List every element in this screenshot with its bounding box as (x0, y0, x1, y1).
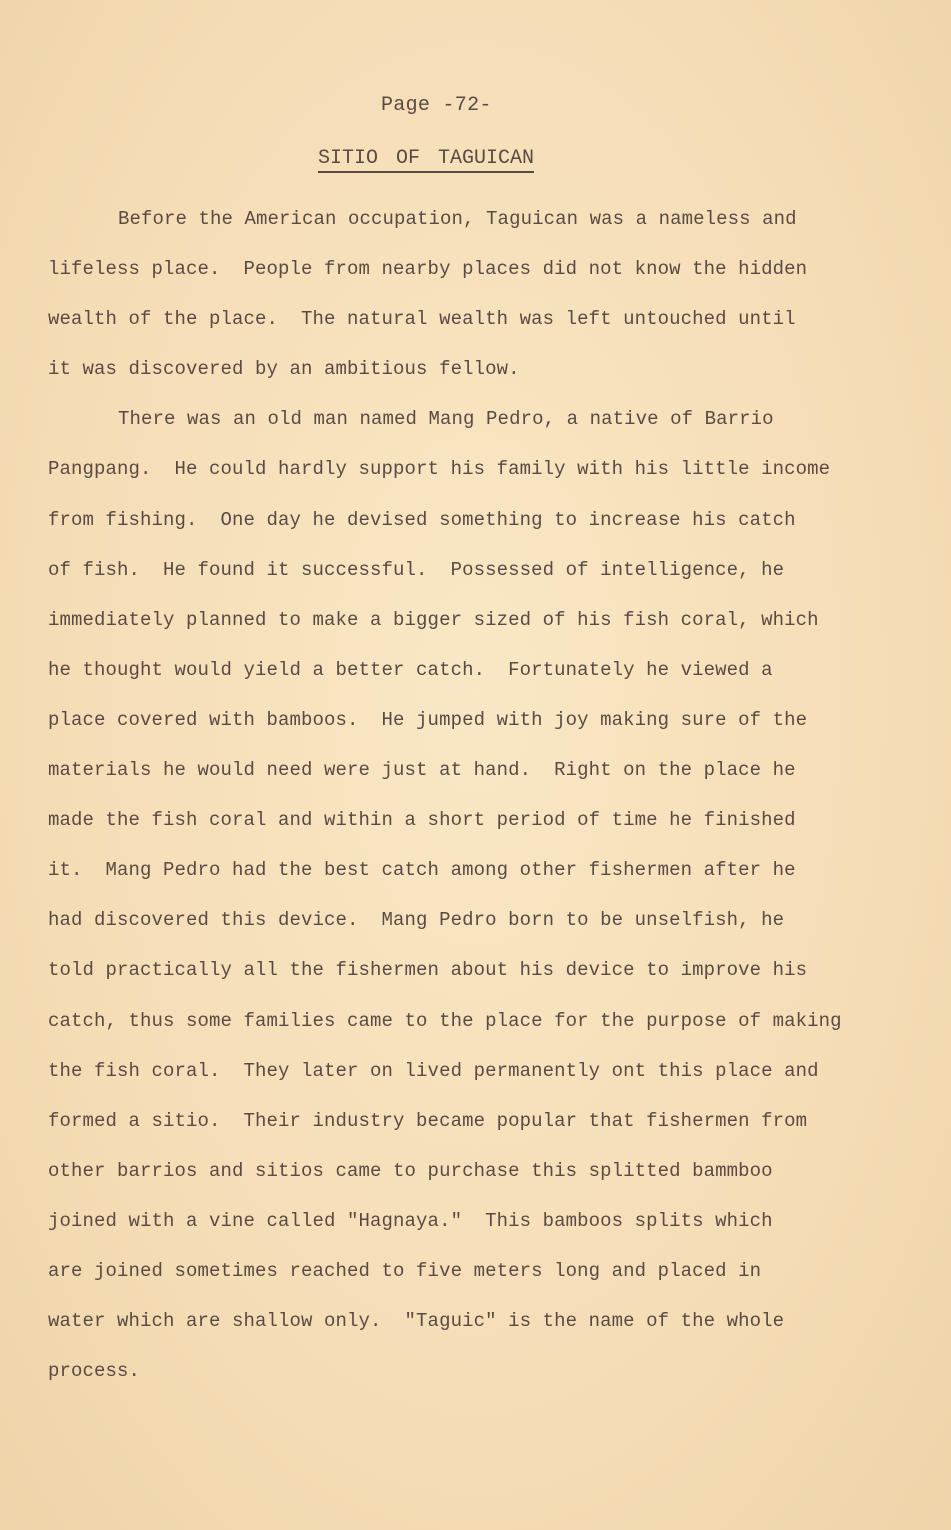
text-line: immediately planned to make a bigger sized of his fish coral, which (48, 608, 819, 631)
text-line: it. Mang Pedro had the best catch among other fishermen after he (48, 859, 796, 882)
text-line: Before the American occupation, Taguican was a nameless and (118, 208, 797, 230)
text-line: are joined sometimes reached to five meters long and placed in (48, 1259, 762, 1282)
text-line: he thought would yield a better catch. Fortunately he viewed a (48, 658, 773, 681)
text-line: had discovered this device. Mang Pedro born to be unselfish, he (48, 909, 785, 932)
text-line: made the fish coral and within a short period of time he finished (48, 809, 796, 832)
text-line: from fishing. One day he devised something to increase his catch (48, 508, 796, 531)
text-line: lifeless place. People from nearby places did not know the hidden (48, 258, 808, 281)
text-line: joined with a vine called "Hagnaya." This bamboos splits which (48, 1209, 773, 1232)
text-line: place covered with bamboos. He jumped with joy making sure of the (48, 708, 808, 731)
text-line: told practically all the fishermen about his device to improve his (48, 959, 808, 982)
text-line: Pangpang. He could hardly support his family with his little income (48, 458, 831, 481)
text-line: wealth of the place. The natural wealth was left untouched until (48, 308, 796, 331)
page-number: Page -72- (381, 94, 492, 117)
text-line: materials he would need were just at hand. Right on the place he (48, 759, 796, 782)
document-title: SITIO OF TAGUICAN (318, 147, 534, 173)
text-line: of fish. He found it successful. Possessed of intelligence, he (48, 558, 785, 581)
text-line: process. (48, 1360, 141, 1383)
text-line: the fish coral. They later on lived permanently ont this place and (48, 1059, 819, 1082)
text-line: it was discovered by an ambitious fellow. (48, 358, 520, 381)
text-line: water which are shallow only. "Taguic" is the name of the whole (48, 1310, 785, 1333)
text-line: There was an old man named Mang Pedro, a native of Barrio (118, 408, 774, 431)
text-line: formed a sitio. Their industry became popular that fishermen from (48, 1109, 808, 1132)
text-line: other barrios and sitios came to purchase this splitted bammboo (48, 1159, 773, 1182)
text-line: catch, thus some families came to the place for the purpose of making (48, 1009, 842, 1032)
body-text (48, 194, 928, 1396)
